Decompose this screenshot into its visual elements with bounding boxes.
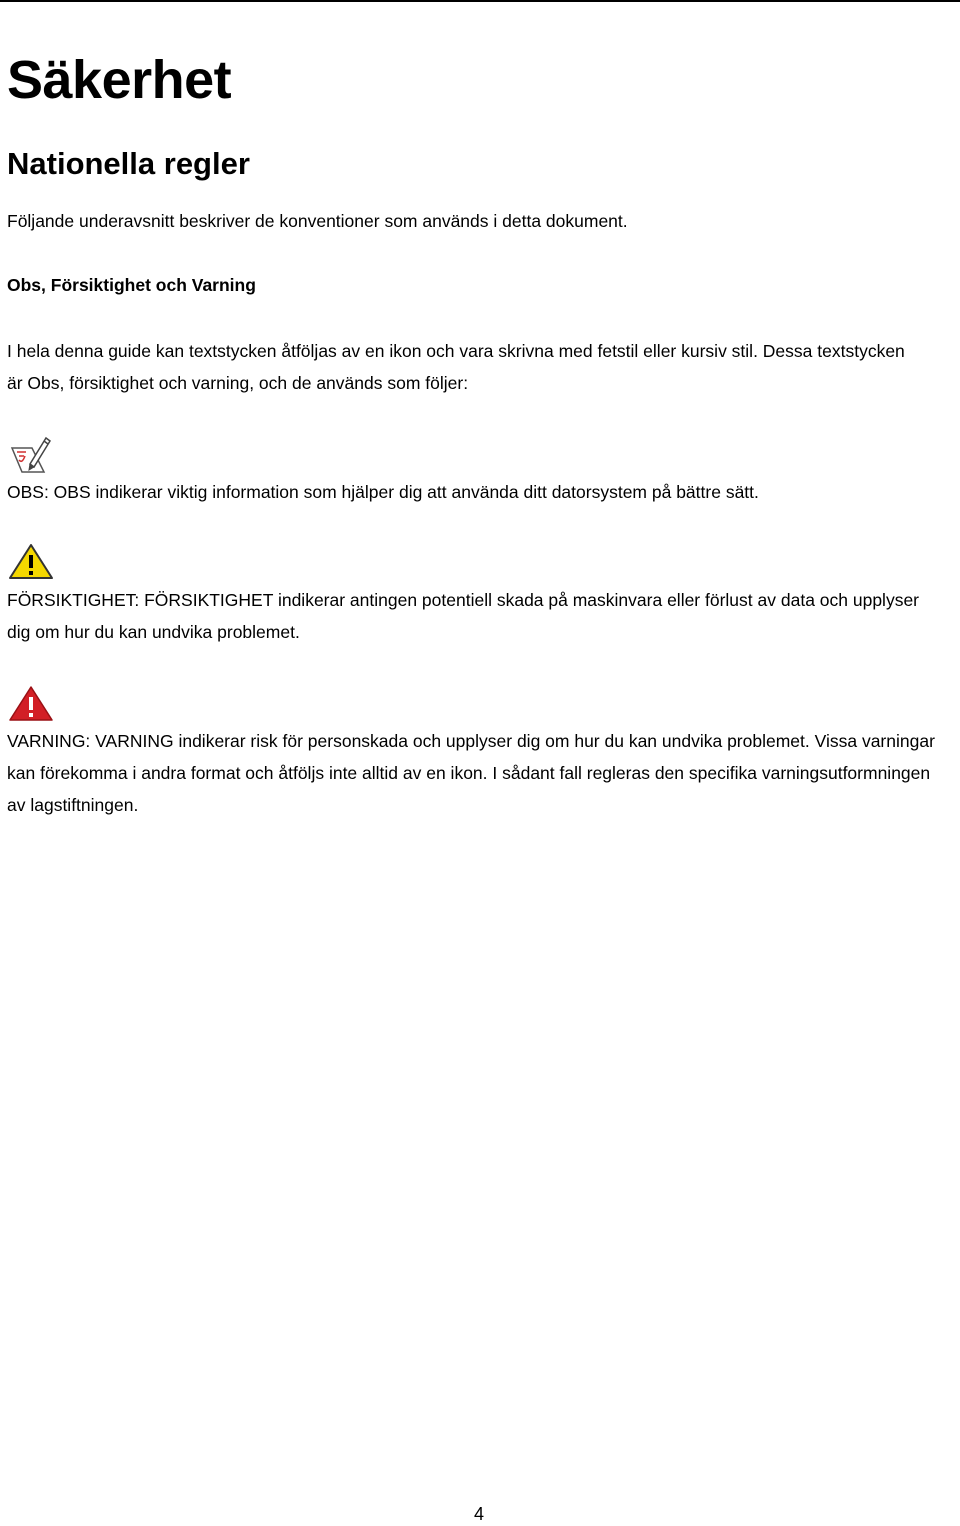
warning-triangle-icon [8, 684, 54, 722]
subheading: Obs, Försiktighet och Varning [7, 275, 256, 295]
description-paragraph: I hela denna guide kan textstycken åtföljas av en ikon och vara skrivna med fetstil eller kursiv stil. Dessa textstycken är Obs, försiktighet och varning, och de används som följer: [7, 341, 905, 393]
section-title: Nationella regler [7, 146, 250, 181]
caution-triangle-icon [8, 542, 54, 580]
page-number: 4 [474, 1504, 485, 1524]
caution-paragraph: FÖRSIKTIGHET: FÖRSIKTIGHET indikerar antingen potentiell skada på maskinvara eller förlust av data och upplyser dig om hur du kan undvika problemet. [7, 590, 920, 642]
intro-paragraph: Följande underavsnitt beskriver de konventioner som används i detta dokument. [7, 211, 628, 231]
warning-paragraph: VARNING: VARNING indikerar risk för personskada och upplyser dig om hur du kan undvika problemet. Vissa varningar kan förekomma i andra format och åtföljs inte alltid av en ikon. I sådant fall regleras den specifika varningsutformningen av lagstiftningen. [7, 731, 935, 815]
top-rule [0, 0, 960, 2]
page-title: Säkerhet [7, 50, 232, 110]
note-paragraph: OBS: OBS indikerar viktig information som hjälper dig att använda ditt datorsystem på bättre sätt. [7, 482, 759, 502]
note-pencil-icon [8, 434, 52, 474]
